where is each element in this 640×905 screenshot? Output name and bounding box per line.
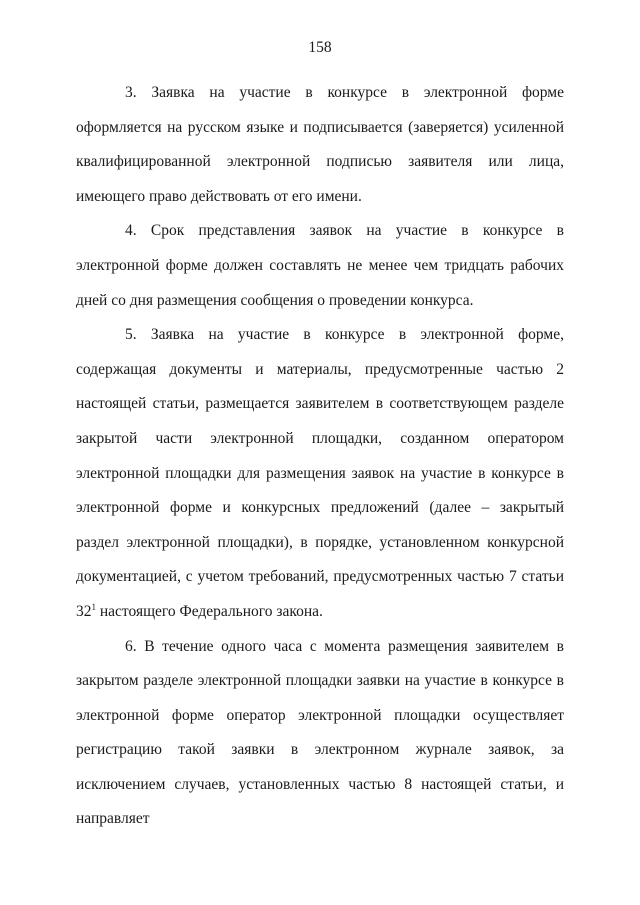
- paragraph-5-tail: настоящего Федерального закона.: [96, 602, 323, 620]
- paragraph-6: 6. В течение одного часа с момента размещения заявителем в закрытом разделе электронной площадки заявки на участие в конкурсе в электронной форме оператор электронной площадки осуществляет регистрацию такой заявки в электронном журнале заявок, за исключением случаев, установленных частью 8 настоящей статьи, и направляет: [76, 637, 564, 828]
- paragraph-5: [76, 318, 564, 629]
- page-number: 158: [308, 39, 332, 56]
- document-body: [76, 76, 564, 837]
- paragraph-3: 3. Заявка на участие в конкурсе в электронной форме оформляется на русском языке и подписывается (заверяется) усиленной квалифицированной электронной подписью заявителя или лица, имеющего право действовать от его имени.: [76, 84, 564, 205]
- superscript-index: 1: [91, 601, 96, 612]
- paragraph-5-text: 5. Заявка на участие в конкурсе в электронной форме, содержащая документы и материалы, предусмотренные частью 2 настоящей статьи, размещается заявителем в соответствующем разделе закрытой части электронной площадки, созданном оператором электронной площадки для размещения заявок на участие в конкурсе в электронной форме и конкурсных предложений (далее – закрытый раздел электронной площадки), в порядке, установленном конкурсной документацией, с учетом требований, предусмотренных частью 7 статьи 32: [76, 326, 564, 620]
- paragraph-4: 4. Срок представления заявок на участие в конкурсе в электронной форме должен составлять не менее чем тридцать рабочих дней со дня размещения сообщения о проведении конкурса.: [76, 222, 564, 309]
